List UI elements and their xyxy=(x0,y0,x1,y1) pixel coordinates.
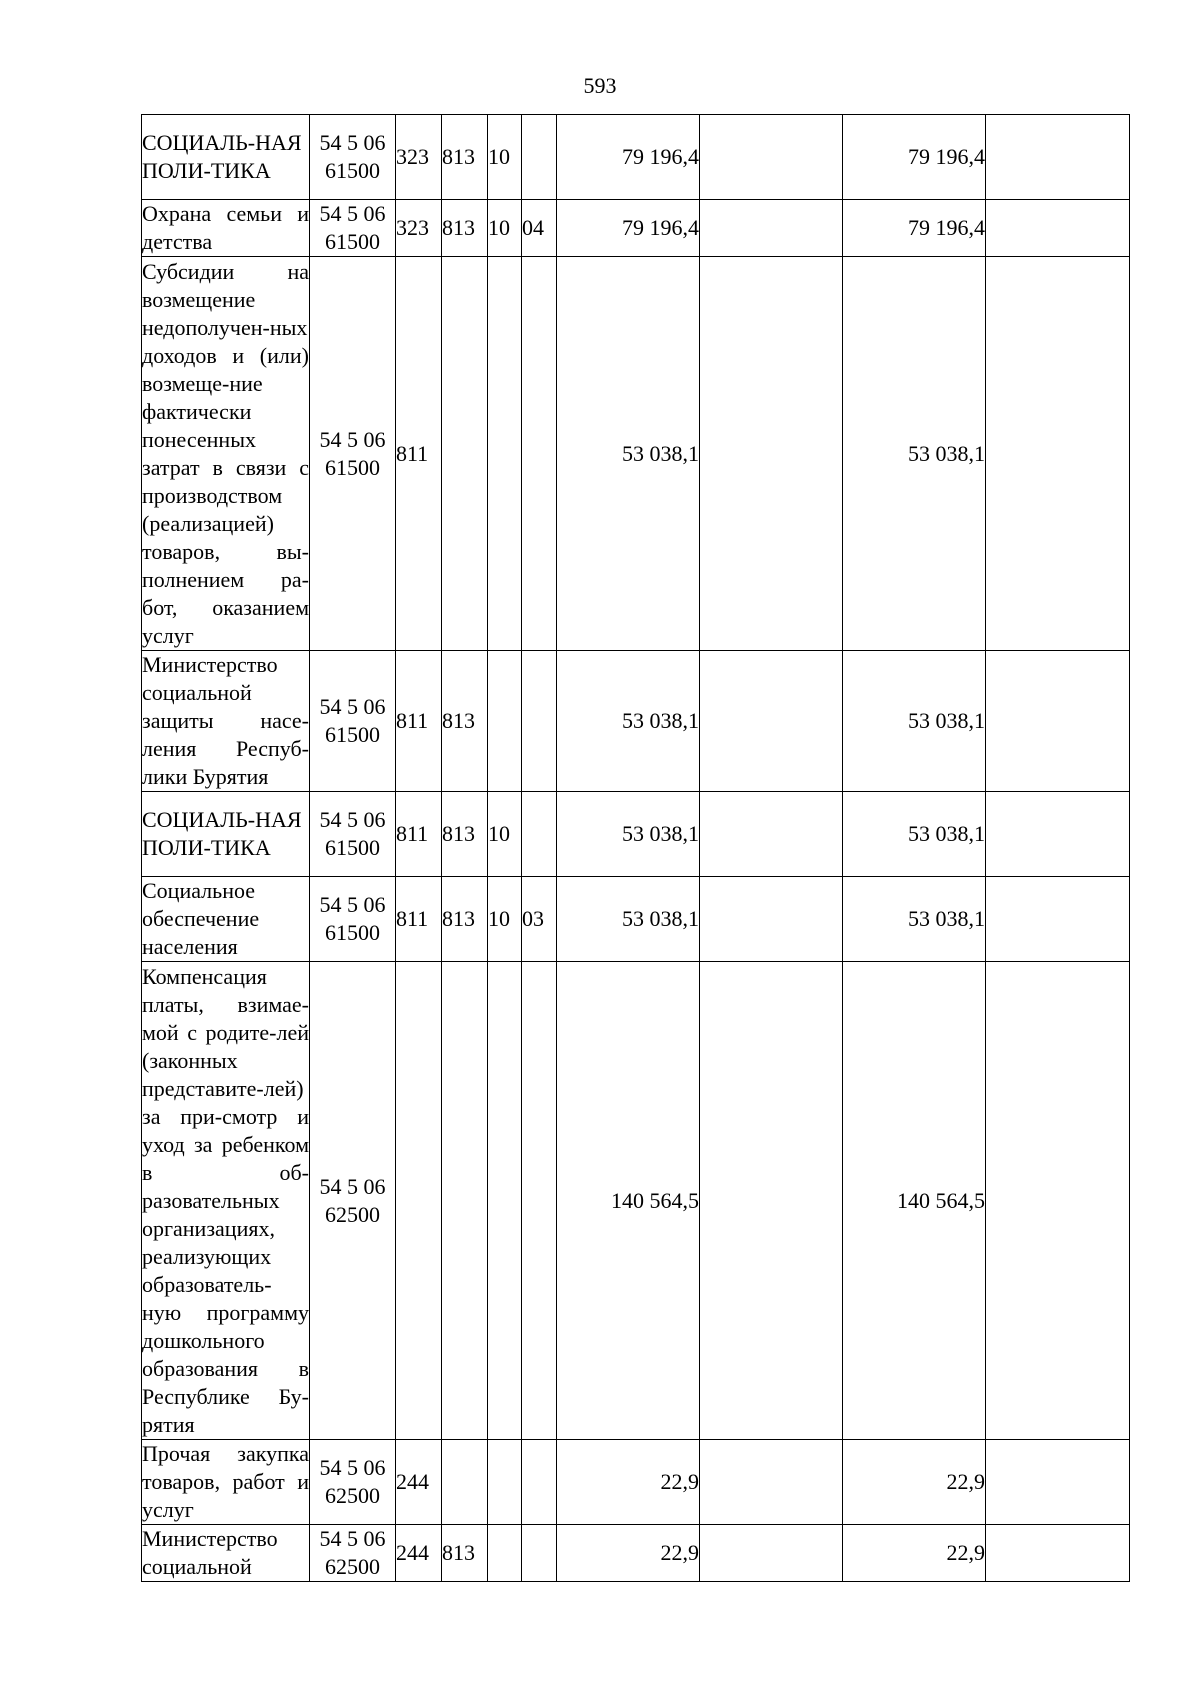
expense-type-code: 244 xyxy=(396,1525,442,1582)
amount-col4 xyxy=(986,962,1130,1440)
table-body xyxy=(142,115,1130,1582)
subsection-code: 03 xyxy=(522,877,557,962)
row-name: Компенсация платы, взимае-мой с родите-лей (законных представите-лей) за при-смотр и уход за ребенком в об-разовательных организациях, реализующих образователь-ную программу дошкольного образования в Республике Бу-рятия xyxy=(142,962,310,1440)
target-article-code: 54 5 06 61500 xyxy=(310,115,396,200)
amount-col4 xyxy=(986,257,1130,651)
amount-total: 53 038,1 xyxy=(557,651,700,792)
section-code xyxy=(488,651,522,792)
amount-col3: 140 564,5 xyxy=(843,962,986,1440)
ministry-code: 813 xyxy=(442,115,488,200)
target-article-code: 54 5 06 61500 xyxy=(310,792,396,877)
amount-col4 xyxy=(986,877,1130,962)
subsection-code xyxy=(522,1525,557,1582)
target-article-code: 54 5 06 61500 xyxy=(310,877,396,962)
table-row xyxy=(142,877,1130,962)
amount-col3: 22,9 xyxy=(843,1525,986,1582)
target-article-code: 54 5 06 61500 xyxy=(310,200,396,257)
amount-col2 xyxy=(700,200,843,257)
amount-col3: 53 038,1 xyxy=(843,877,986,962)
amount-col4 xyxy=(986,792,1130,877)
ministry-code: 813 xyxy=(442,1525,488,1582)
subsection-code: 04 xyxy=(522,200,557,257)
amount-col4 xyxy=(986,651,1130,792)
target-article-code: 54 5 06 61500 xyxy=(310,651,396,792)
expense-type-code xyxy=(396,962,442,1440)
amount-total: 53 038,1 xyxy=(557,877,700,962)
expense-type-code: 811 xyxy=(396,651,442,792)
amount-total: 53 038,1 xyxy=(557,257,700,651)
expense-type-code: 323 xyxy=(396,200,442,257)
table-row xyxy=(142,1525,1130,1582)
amount-col2 xyxy=(700,792,843,877)
amount-total: 53 038,1 xyxy=(557,792,700,877)
amount-col2 xyxy=(700,1440,843,1525)
subsection-code xyxy=(522,792,557,877)
amount-col2 xyxy=(700,962,843,1440)
section-code xyxy=(488,1440,522,1525)
section-code xyxy=(488,1525,522,1582)
amount-col4 xyxy=(986,1525,1130,1582)
amount-total: 79 196,4 xyxy=(557,200,700,257)
amount-col2 xyxy=(700,115,843,200)
ministry-code xyxy=(442,257,488,651)
expense-type-code: 811 xyxy=(396,257,442,651)
subsection-code xyxy=(522,1440,557,1525)
target-article-code: 54 5 06 62500 xyxy=(310,1440,396,1525)
row-name: Субсидии на возмещение недополучен-ных доходов и (или) возмеще-ние фактически понесенных затрат в связи с производством (реализацией) товаров, вы-полнением ра-бот, оказанием услуг xyxy=(142,257,310,651)
subsection-code xyxy=(522,115,557,200)
subsection-code xyxy=(522,962,557,1440)
section-code: 10 xyxy=(488,877,522,962)
amount-total: 22,9 xyxy=(557,1525,700,1582)
amount-col4 xyxy=(986,115,1130,200)
amount-col3: 53 038,1 xyxy=(843,257,986,651)
section-code xyxy=(488,962,522,1440)
row-name: Прочая закупка товаров, работ и услуг xyxy=(142,1440,310,1525)
table-row xyxy=(142,257,1130,651)
table-row xyxy=(142,962,1130,1440)
row-name: Охрана семьи и детства xyxy=(142,200,310,257)
table-row xyxy=(142,1440,1130,1525)
page-number: 593 xyxy=(583,73,617,98)
row-name: СОЦИАЛЬ-НАЯ ПОЛИ-ТИКА xyxy=(142,115,310,200)
subsection-code xyxy=(522,257,557,651)
amount-col3: 53 038,1 xyxy=(843,792,986,877)
amount-col2 xyxy=(700,257,843,651)
amount-col2 xyxy=(700,877,843,962)
table-row xyxy=(142,115,1130,200)
ministry-code: 813 xyxy=(442,877,488,962)
budget-table xyxy=(141,114,1130,1582)
amount-col3: 79 196,4 xyxy=(843,200,986,257)
expense-type-code: 323 xyxy=(396,115,442,200)
table-row xyxy=(142,200,1130,257)
ministry-code xyxy=(442,1440,488,1525)
section-code: 10 xyxy=(488,200,522,257)
expense-type-code: 811 xyxy=(396,877,442,962)
row-name: СОЦИАЛЬ-НАЯ ПОЛИ-ТИКА xyxy=(142,792,310,877)
amount-col3: 79 196,4 xyxy=(843,115,986,200)
row-name: Министерство социальной защиты насе-ления Респуб-лики Бурятия xyxy=(142,651,310,792)
section-code: 10 xyxy=(488,792,522,877)
amount-col3: 53 038,1 xyxy=(843,651,986,792)
expense-type-code: 244 xyxy=(396,1440,442,1525)
target-article-code: 54 5 06 61500 xyxy=(310,257,396,651)
amount-col4 xyxy=(986,1440,1130,1525)
target-article-code: 54 5 06 62500 xyxy=(310,1525,396,1582)
section-code: 10 xyxy=(488,115,522,200)
expense-type-code: 811 xyxy=(396,792,442,877)
amount-total: 22,9 xyxy=(557,1440,700,1525)
amount-col4 xyxy=(986,200,1130,257)
subsection-code xyxy=(522,651,557,792)
amount-col3: 22,9 xyxy=(843,1440,986,1525)
ministry-code: 813 xyxy=(442,651,488,792)
row-name: Министерство социальной xyxy=(142,1525,310,1582)
ministry-code: 813 xyxy=(442,792,488,877)
amount-total: 140 564,5 xyxy=(557,962,700,1440)
target-article-code: 54 5 06 62500 xyxy=(310,962,396,1440)
row-name: Социальное обеспечение населения xyxy=(142,877,310,962)
ministry-code: 813 xyxy=(442,200,488,257)
table-row xyxy=(142,651,1130,792)
section-code xyxy=(488,257,522,651)
amount-col2 xyxy=(700,1525,843,1582)
amount-total: 79 196,4 xyxy=(557,115,700,200)
amount-col2 xyxy=(700,651,843,792)
ministry-code xyxy=(442,962,488,1440)
table-row xyxy=(142,792,1130,877)
